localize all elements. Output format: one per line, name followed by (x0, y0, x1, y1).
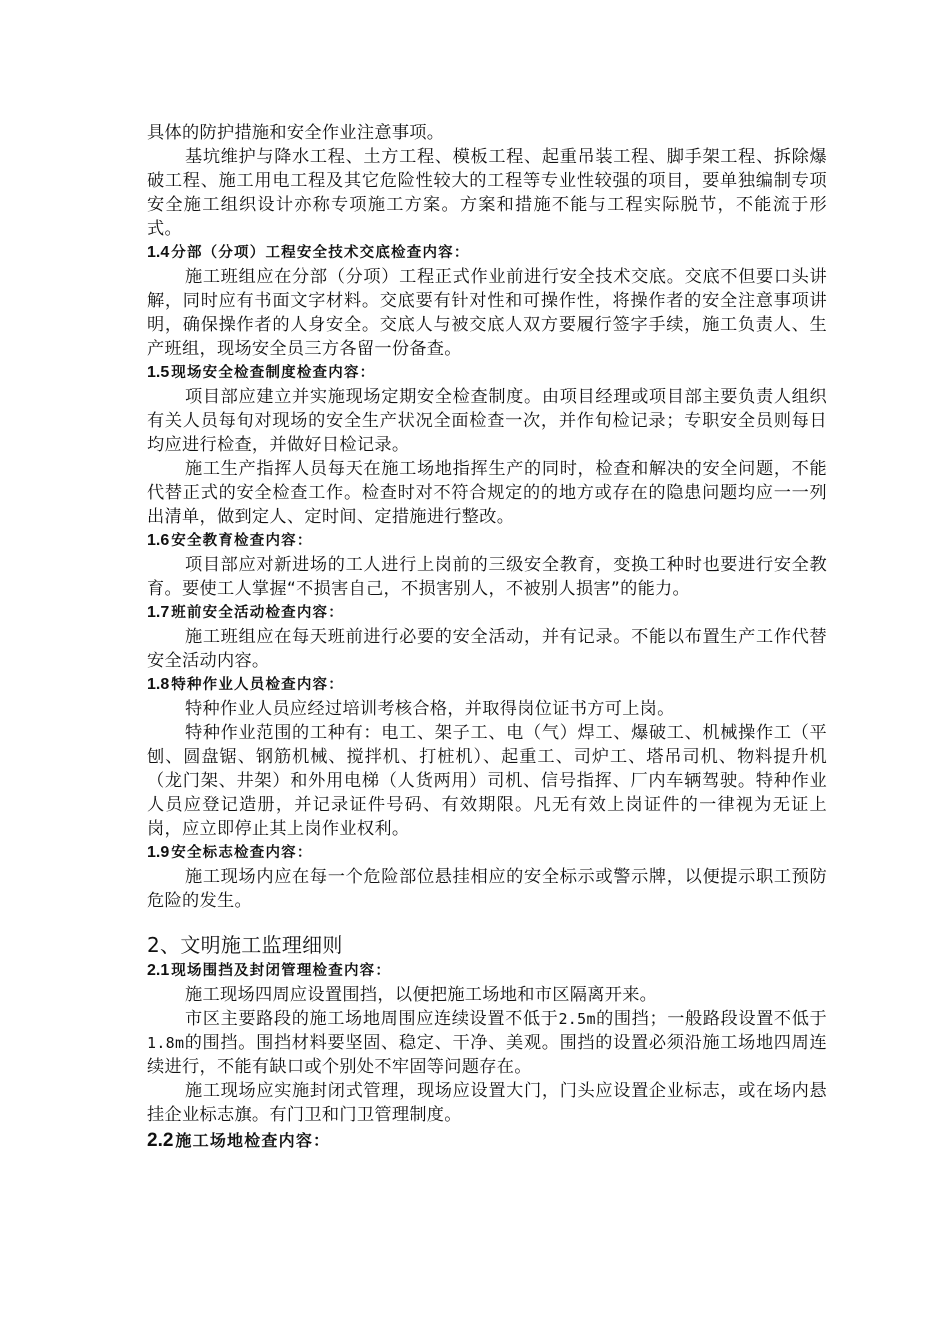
section-title: 特种作业人员检查内容： (171, 677, 344, 693)
section-heading-1-9 (147, 841, 827, 865)
section-1-5-paragraph-2: 施工生产指挥人员每天在施工场地指挥生产的同时，检查和解决的安全问题，不能代替正式的安全检查工作。检查时对不符合规定的的地方或存在的隐患问题均应一一列出清单，做到定人、定时间、定措施进行整改。 (147, 459, 827, 527)
text-run: 的围挡；一般路段设置不低于 (595, 1009, 827, 1029)
section-number: 2.1 (147, 962, 170, 979)
section-2-1-paragraph-1: 施工现场四周应设置围挡，以便把施工场地和市区隔离开来。 (185, 985, 658, 1005)
section-heading-1-7 (147, 601, 827, 625)
section-heading-1-4 (147, 241, 827, 265)
section-title: 班前安全活动检查内容： (171, 605, 344, 621)
section-heading-2-1 (147, 959, 827, 983)
height-value: 2.5m (558, 1010, 596, 1028)
section-heading-2-2 (147, 1127, 827, 1155)
section-number: 2.2 (147, 1130, 174, 1151)
section-heading-1-6 (147, 529, 827, 553)
section-title: 现场安全检查制度检查内容： (171, 365, 376, 381)
section-2-1-paragraph-3: 施工现场应实施封闭式管理，现场应设置大门，门头应设置企业标志，或在场内悬挂企业标志旗。有门卫和门卫管理制度。 (147, 1081, 827, 1125)
section-title: 现场围挡及封闭管理检查内容： (171, 963, 392, 979)
section-number: 1.9 (147, 844, 170, 861)
section-number: 1.5 (147, 364, 170, 381)
section-1-7-paragraph-1: 施工班组应在每天班前进行必要的安全活动，并有记录。不能以布置生产工作代替安全活动内容。 (147, 627, 827, 671)
text-run: 市区主要路段的施工场地周围应连续设置不低于 (185, 1009, 559, 1029)
chapter-heading-2: 2、文明施工监理细则 (147, 933, 343, 957)
document-body (147, 121, 827, 1155)
section-1-8-paragraph-1: 特种作业人员应经过培训考核合格，并取得岗位证书方可上岗。 (185, 699, 675, 719)
intro-paragraph-1: 具体的防护措施和安全作业注意事项。 (147, 123, 445, 143)
section-number: 1.7 (147, 604, 170, 621)
section-1-9-paragraph-1: 施工现场内应在每一个危险部位悬挂相应的安全标示或警示牌，以便提示职工预防危险的发生。 (147, 867, 827, 911)
section-1-4-paragraph-1: 施工班组应在分部（分项）工程正式作业前进行安全技术交底。交底不但要口头讲解，同时应有书面文字材料。交底要有针对性和可操作性，将操作者的安全注意事项讲明，确保操作者的人身安全。交底人与被交底人双方要履行签字手续，施工负责人、生产班组，现场安全员三方各留一份备查。 (147, 267, 827, 359)
section-1-6-paragraph-1: 项目部应对新进场的工人进行上岗前的三级安全教育，变换工种时也要进行安全教育。要使工人掌握“不损害自己，不损害别人，不被别人损害”的能力。 (147, 555, 827, 599)
section-heading-1-8 (147, 673, 827, 697)
height-value: 1.8m (147, 1034, 185, 1052)
section-title: 施工场地检查内容： (175, 1131, 331, 1150)
section-title: 安全标志检查内容： (171, 845, 313, 861)
section-number: 1.8 (147, 676, 170, 693)
section-heading-1-5 (147, 361, 827, 385)
section-number: 1.6 (147, 532, 170, 549)
text-run: 的围挡。围挡材料要坚固、稳定、干净、美观。围挡的设置必须沿施工场地四周连续进行，不能有缺口或个别处不牢固等问题存在。 (147, 1033, 827, 1077)
section-number: 1.4 (147, 244, 170, 261)
section-1-8-paragraph-2: 特种作业范围的工种有：电工、架子工、电（气）焊工、爆破工、机械操作工（平刨、圆盘锯、钢筋机械、搅拌机、打桩机）、起重工、司炉工、塔吊司机、物料提升机（龙门架、井架）和外用电梯（人货两用）司机、信号指挥、厂内车辆驾驶。特种作业人员应登记造册，并记录证件号码、有效期限。凡无有效上岗证件的一律视为无证上岗，应立即停止其上岗作业权利。 (147, 723, 827, 839)
intro-paragraph-2: 基坑维护与降水工程、土方工程、模板工程、起重吊装工程、脚手架工程、拆除爆破工程、施工用电工程及其它危险性较大的工程等专业性较强的项目，要单独编制专项安全施工组织设计亦称专项施工方案。方案和措施不能与工程实际脱节，不能流于形式。 (147, 147, 827, 239)
section-title: 分部（分项）工程安全技术交底检查内容： (171, 245, 470, 261)
section-2-1-paragraph-2 (147, 1007, 827, 1079)
section-1-5-paragraph-1: 项目部应建立并实施现场定期安全检查制度。由项目经理或项目部主要负责人组织有关人员每旬对现场的安全生产状况全面检查一次，并作旬检记录；专职安全员则每日均应进行检查，并做好日检记录。 (147, 387, 827, 455)
section-title: 安全教育检查内容： (171, 533, 313, 549)
